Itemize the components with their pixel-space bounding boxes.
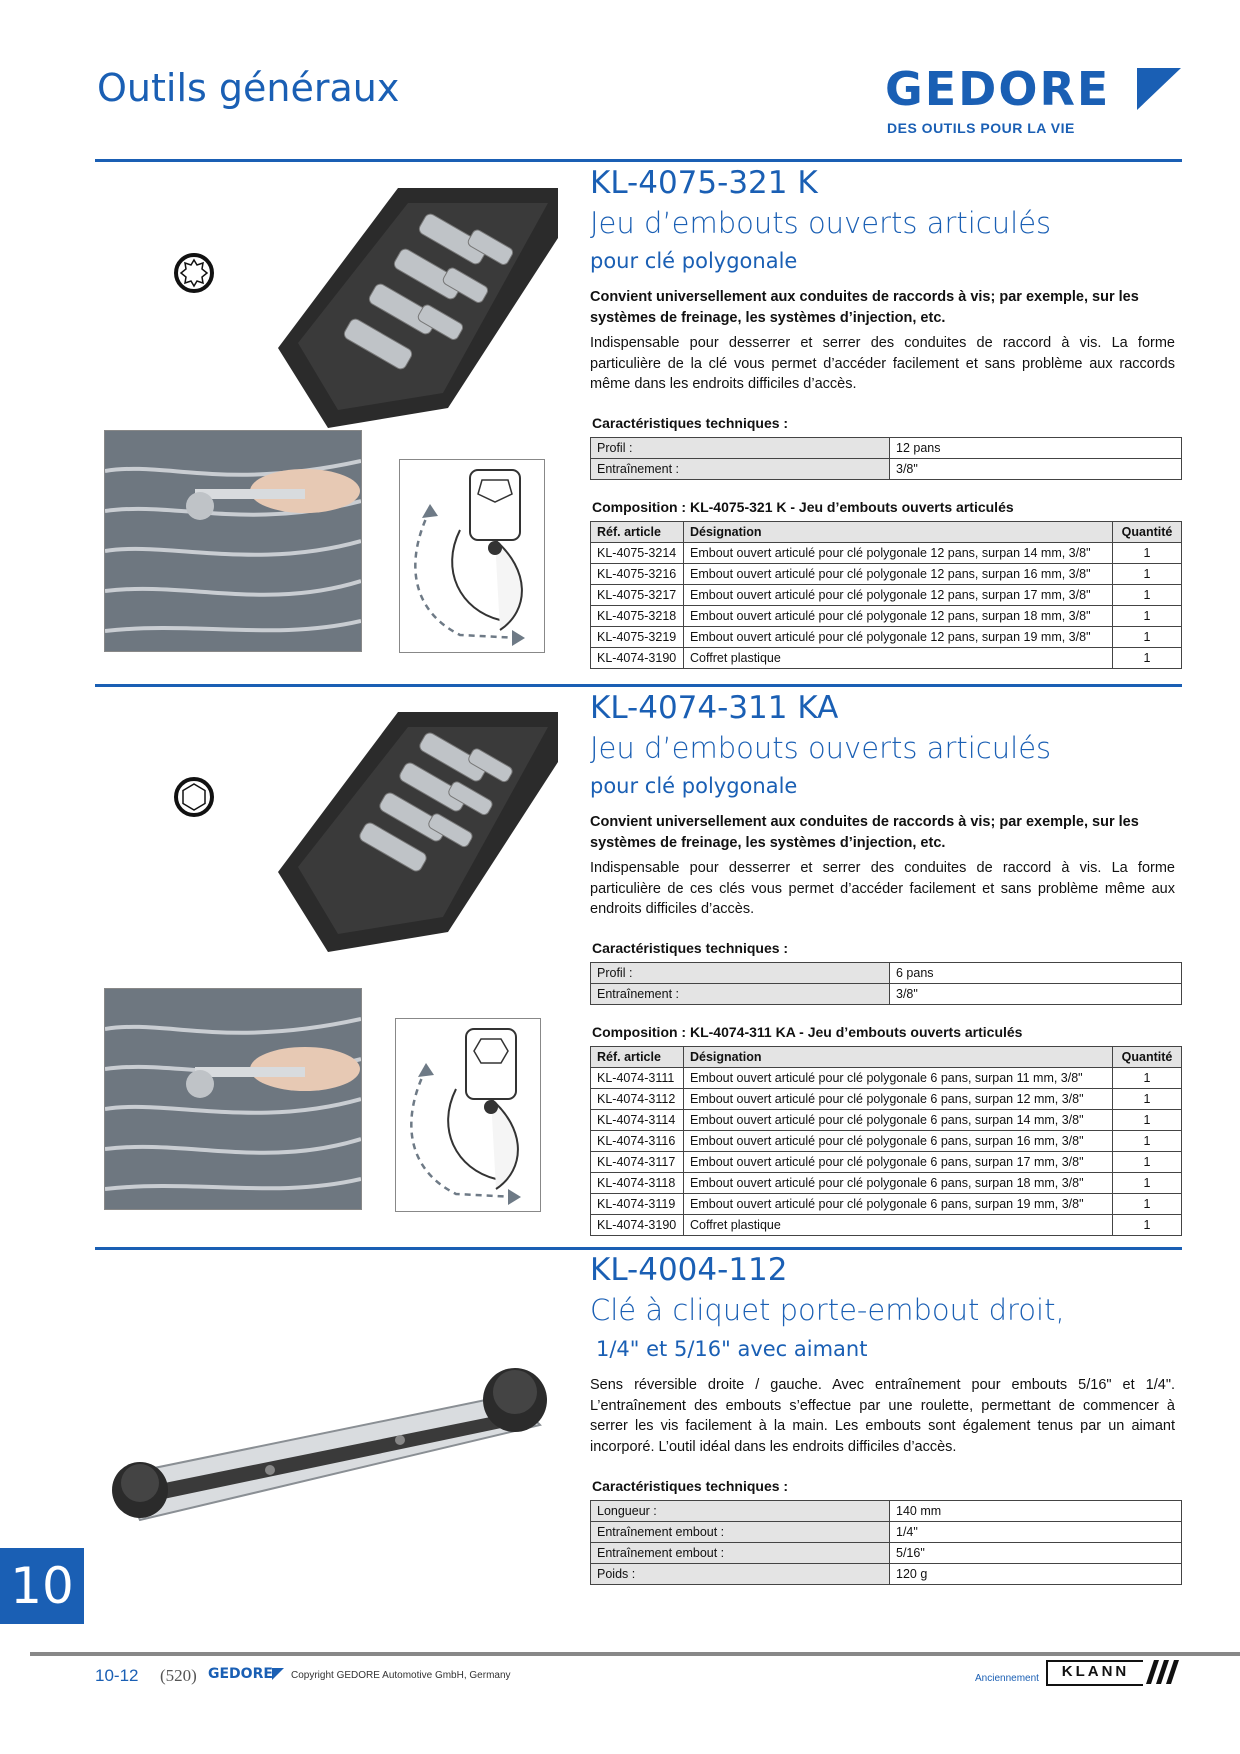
table-row: Entraînement : 3/8" bbox=[591, 459, 1182, 480]
twelve-point-profile-icon bbox=[173, 252, 215, 294]
table-row: KL-4075-3217 Embout ouvert articulé pour clé polygonale 12 pans, surpan 17 mm, 3/8" 1 bbox=[591, 585, 1182, 606]
hex-profile-icon bbox=[173, 776, 215, 818]
table-row: KL-4075-3214 Embout ouvert articulé pour clé polygonale 12 pans, surpan 14 mm, 3/8" 1 bbox=[591, 543, 1182, 564]
brand-flag-icon bbox=[1137, 68, 1181, 110]
specs-label: Caractéristiques techniques : bbox=[592, 1478, 789, 1494]
copyright: Copyright GEDORE Automotive GmbH, Germany bbox=[291, 1670, 511, 1681]
product-code: KL-4004-112 bbox=[590, 1252, 788, 1288]
product-subtitle: 1/4" et 5/16" avec aimant bbox=[596, 1337, 868, 1361]
table-row: Entraînement embout : 1/4" bbox=[591, 1522, 1182, 1543]
product-code: KL-4074-311 KA bbox=[590, 690, 839, 726]
klann-logo: KLANN bbox=[1046, 1660, 1143, 1686]
table-row: Profil : 12 pans bbox=[591, 438, 1182, 459]
table-row: KL-4074-3112 Embout ouvert articulé pour clé polygonale 6 pans, surpan 12 mm, 3/8" 1 bbox=[591, 1089, 1182, 1110]
product-description: Indispensable pour desserrer et serrer des conduites de raccord à vis. La forme particulière de la clé vous permet d’accéder facilement et sans problème aux raccords même dans les endroits difficiles d’accès. bbox=[590, 335, 1175, 392]
specs-label: Caractéristiques techniques : bbox=[592, 940, 789, 956]
table-row: KL-4074-3119 Embout ouvert articulé pour clé polygonale 6 pans, surpan 19 mm, 3/8" 1 bbox=[591, 1194, 1182, 1215]
ratchet-wrench-image bbox=[100, 1350, 555, 1540]
section-divider bbox=[95, 684, 1182, 687]
composition-label: Composition : KL-4075-321 K - Jeu d’embouts ouverts articulés bbox=[592, 499, 1014, 515]
table-row: KL-4074-3114 Embout ouvert articulé pour clé polygonale 6 pans, surpan 14 mm, 3/8" 1 bbox=[591, 1110, 1182, 1131]
socket-set-case-image bbox=[268, 178, 564, 440]
table-row: KL-4075-3219 Embout ouvert articulé pour clé polygonale 12 pans, surpan 19 mm, 3/8" 1 bbox=[591, 627, 1182, 648]
product-highlight: Convient universellement aux conduites de raccords à vis; par exemple, sur les systèmes de freinage, les systèmes d’injection, etc. bbox=[590, 814, 1139, 851]
specs-table bbox=[590, 437, 1182, 480]
table-header-row: Réf. article Désignation Quantité bbox=[591, 1047, 1182, 1068]
table-row: KL-4074-3111 Embout ouvert articulé pour clé polygonale 6 pans, surpan 11 mm, 3/8" 1 bbox=[591, 1068, 1182, 1089]
product-subtitle: pour clé polygonale bbox=[590, 249, 798, 273]
table-row: KL-4074-3190 Coffret plastique 1 bbox=[591, 648, 1182, 669]
articulation-diagram bbox=[395, 1018, 541, 1212]
section-divider bbox=[95, 1247, 1182, 1250]
specs-table bbox=[590, 962, 1182, 1005]
table-row: Longueur : 140 mm bbox=[591, 1501, 1182, 1522]
table-row: Poids : 120 g bbox=[591, 1564, 1182, 1585]
chapter-tab: 10 bbox=[0, 1548, 84, 1624]
table-row: KL-4075-3216 Embout ouvert articulé pour clé polygonale 12 pans, surpan 16 mm, 3/8" 1 bbox=[591, 564, 1182, 585]
table-header-row: Réf. article Désignation Quantité bbox=[591, 522, 1182, 543]
product-code: KL-4075-321 K bbox=[590, 165, 818, 201]
specs-table bbox=[590, 1500, 1182, 1585]
table-row: KL-4074-3117 Embout ouvert articulé pour clé polygonale 6 pans, surpan 17 mm, 3/8" 1 bbox=[591, 1152, 1182, 1173]
section-divider bbox=[95, 159, 1182, 162]
page-number: 10-12 bbox=[95, 1666, 139, 1685]
product-subtitle: pour clé polygonale bbox=[590, 774, 798, 798]
socket-set-case-image bbox=[268, 702, 564, 964]
brand-tagline: DES OUTILS POUR LA VIE bbox=[887, 120, 1075, 136]
composition-label: Composition : KL-4074-311 KA - Jeu d’embouts ouverts articulés bbox=[592, 1024, 1023, 1040]
product-name: Jeu d’embouts ouverts articulés bbox=[590, 731, 1052, 765]
table-row: KL-4075-3218 Embout ouvert articulé pour clé polygonale 12 pans, surpan 18 mm, 3/8" 1 bbox=[591, 606, 1182, 627]
product-name: Jeu d’embouts ouverts articulés bbox=[590, 206, 1052, 240]
gedore-logo bbox=[885, 62, 1185, 142]
product-description: Indispensable pour desserrer et serrer des conduites de raccord à vis. La forme particulière de ces clés vous permet d’accéder facilement et sans problème même aux endroits difficiles d’accès. bbox=[590, 860, 1175, 917]
table-row: Entraînement : 3/8" bbox=[591, 984, 1182, 1005]
articulation-diagram bbox=[399, 459, 545, 653]
composition-table bbox=[590, 521, 1182, 669]
product-description: Sens réversible droite / gauche. Avec entraînement pour embouts 5/16" et 1/4". L’entraînement des embouts s’effectue par une roulette, permettant de commencer à serrer les vis facilement à la main. Les embouts sont également tenus par un aimant incorporé. L’outil idéal dans les endroits difficiles d’accès. bbox=[590, 1377, 1175, 1455]
specs-label: Caractéristiques techniques : bbox=[592, 415, 789, 431]
footer-divider bbox=[30, 1652, 1240, 1656]
composition-table bbox=[590, 1046, 1182, 1236]
footer-brand: GEDORE bbox=[208, 1666, 273, 1682]
table-row: KL-4074-3118 Embout ouvert articulé pour clé polygonale 6 pans, surpan 18 mm, 3/8" 1 bbox=[591, 1173, 1182, 1194]
table-row: Entraînement embout : 5/16" bbox=[591, 1543, 1182, 1564]
product-highlight: Convient universellement aux conduites de raccords à vis; par exemple, sur les systèmes de freinage, les systèmes d’injection, etc. bbox=[590, 289, 1139, 326]
page-reference: (520) bbox=[160, 1666, 197, 1685]
page-title: Outils généraux bbox=[97, 66, 400, 110]
table-row: KL-4074-3116 Embout ouvert articulé pour clé polygonale 6 pans, surpan 16 mm, 3/8" 1 bbox=[591, 1131, 1182, 1152]
product-name: Clé à cliquet porte-embout droit, bbox=[590, 1293, 1065, 1327]
engine-usage-photo bbox=[104, 988, 362, 1210]
klann-stripes-icon bbox=[1142, 1660, 1182, 1684]
table-row: KL-4074-3190 Coffret plastique 1 bbox=[591, 1215, 1182, 1236]
brand-name: GEDORE bbox=[885, 62, 1111, 116]
engine-usage-photo bbox=[104, 430, 362, 652]
footer-brand-flag-icon bbox=[272, 1668, 284, 1680]
formerly-label: Anciennement bbox=[975, 1673, 1039, 1684]
table-row: Profil : 6 pans bbox=[591, 963, 1182, 984]
